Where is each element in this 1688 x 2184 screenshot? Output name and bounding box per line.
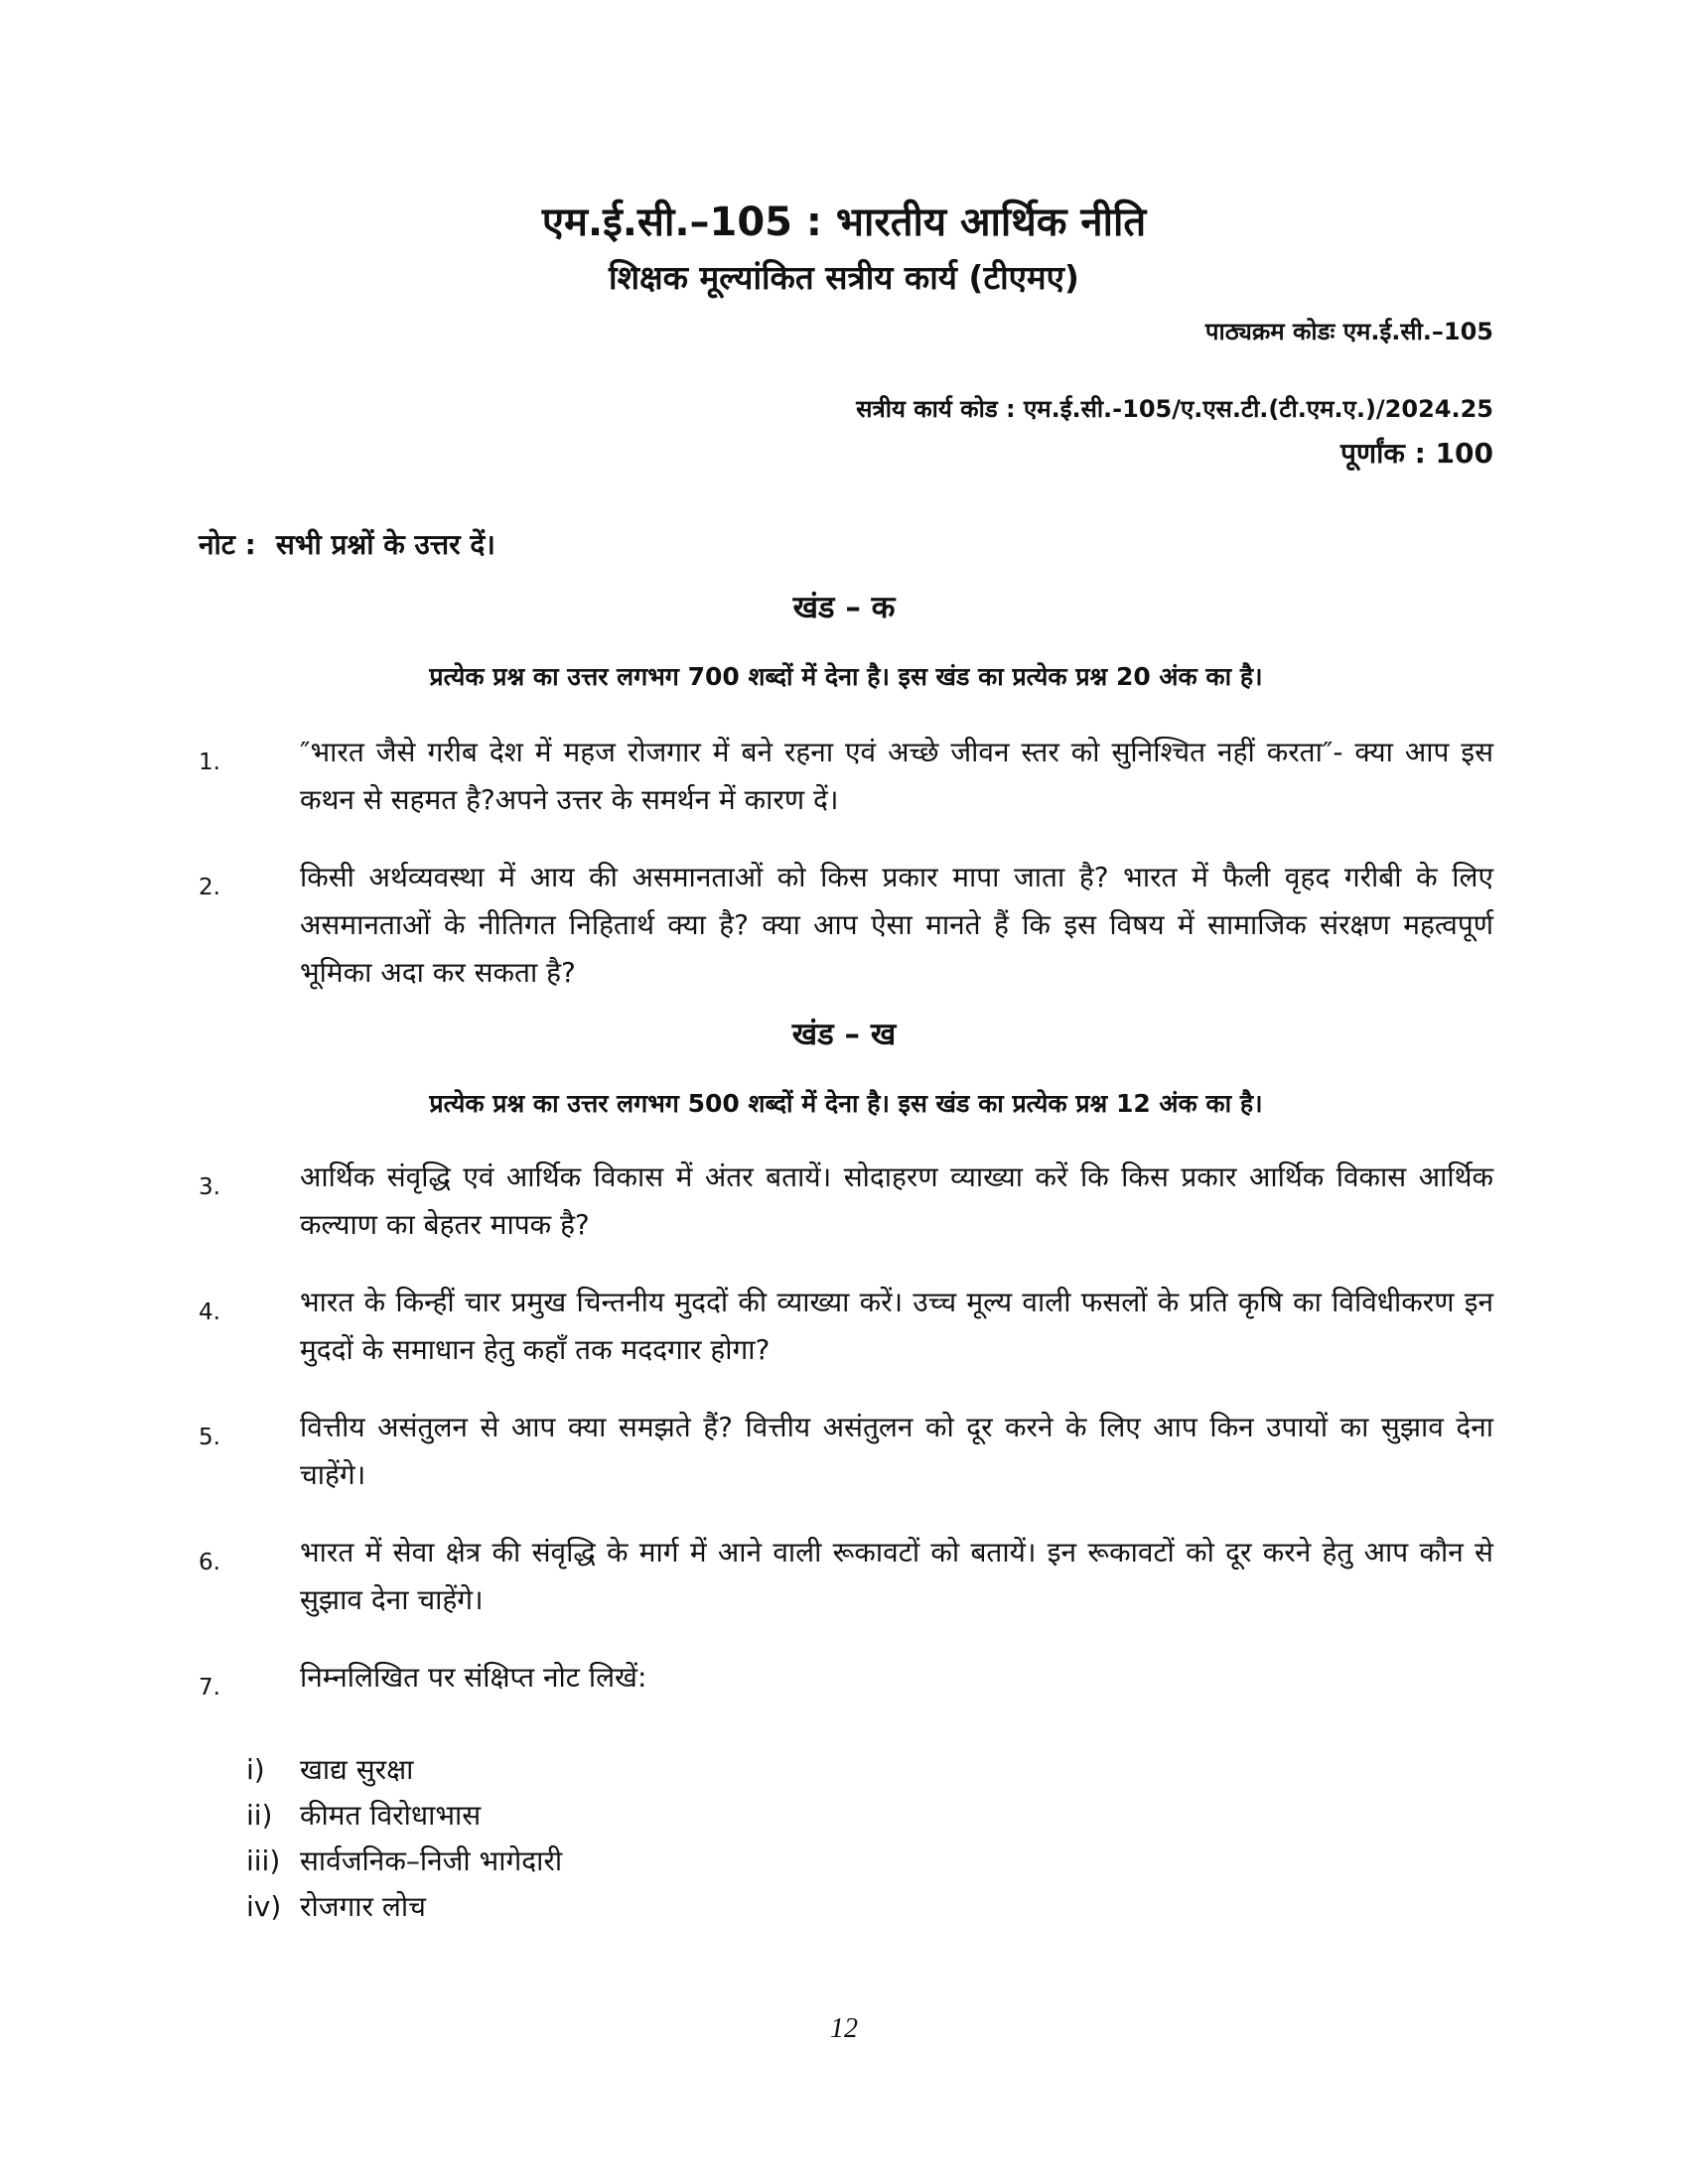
question-number: 1. bbox=[199, 750, 220, 775]
question-number: 3. bbox=[199, 1174, 220, 1200]
section-instruction-b: प्रत्येक प्रश्न का उत्तर लगभग 500 शब्दों में देना है। इस खंड का प्रत्येक प्रश्न 12 अंक का है। bbox=[429, 1089, 1263, 1118]
list-item-numeral: iii) bbox=[246, 1844, 281, 1877]
section-heading-a: खंड – क bbox=[792, 590, 896, 625]
question-number: 6. bbox=[199, 1550, 220, 1575]
short-notes-list bbox=[246, 1747, 1140, 1930]
section-instruction-a: प्रत्येक प्रश्न का उत्तर लगभग 700 शब्दों में देना है। इस खंड का प्रत्येक प्रश्न 20 अंक का है। bbox=[429, 662, 1263, 691]
question-text: किसी अर्थव्यवस्था में आय की असमानताओं को किस प्रकार मापा जाता है? भारत में फैली वृहद गरीबी के लिए असमानताओं के नीतिगत निहितार्थ क्या है? क्या आप ऐसा मानते हैं कि इस विषय में सामाजिक संरक्षण महत्वपूर्ण भूमिका अदा कर सकता है? bbox=[300, 861, 1493, 989]
question-text: ″भारत जैसे गरीब देश में महज रोजगार में बने रहना एवं अच्छे जीवन स्तर को सुनिश्चित नहीं करता″- क्या आप इस कथन से सहमत है?अपने उत्तर के समर्थन में कारण दें। bbox=[300, 736, 1493, 816]
list-item bbox=[246, 1747, 1140, 1793]
question-text: भारत के किन्हीं चार प्रमुख चिन्तनीय मुददों की व्याख्या करें। उच्च मूल्य वाली फसलों के प्रति कृषि का विविधीकरण इन मुददों के समाधान हेतु कहाँ तक मददगार होगा? bbox=[300, 1286, 1493, 1366]
page-number: 12 bbox=[830, 2013, 858, 2044]
question-text: भारत में सेवा क्षेत्र की संवृद्धि के मार्ग में आने वाली रूकावटों को बतायें। इन रूकावटों को दूर करने हेतु आप कौन से सुझाव देना चाहेंगे। bbox=[300, 1536, 1493, 1616]
document-subtitle: शिक्षक मूल्यांकित सत्रीय कार्य (टीएमए) bbox=[609, 258, 1079, 297]
question-text: आर्थिक संवृद्धि एवं आर्थिक विकास में अंतर बतायें। सोदाहरण व्याख्या करें कि किस प्रकार आर्थिक विकास आर्थिक कल्याण का बेहतर मापक है? bbox=[300, 1160, 1493, 1241]
list-item bbox=[246, 1884, 1140, 1930]
question-number: 4. bbox=[199, 1299, 220, 1325]
question-number: 2. bbox=[199, 875, 220, 900]
list-item-text: खाद्य सुरक्षा bbox=[300, 1753, 414, 1786]
list-item-text: रोजगार लोच bbox=[300, 1890, 426, 1923]
list-item bbox=[246, 1793, 1140, 1839]
max-marks: पूर्णांक : 100 bbox=[1339, 437, 1493, 470]
list-item-text: सार्वजनिक–निजी भागेदारी bbox=[300, 1844, 563, 1877]
note-line bbox=[199, 526, 495, 564]
question-text: वित्तीय असंतुलन से आप क्या समझते हैं? वित्तीय असंतुलन को दूर करने के लिए आप किन उपायों का सुझाव देना चाहेंगे। bbox=[300, 1411, 1493, 1491]
list-item bbox=[246, 1839, 1140, 1884]
course-code: पाठ्यक्रम कोडः एम.ई.सी.–105 bbox=[1204, 318, 1493, 345]
list-item-text: कीमत विरोधाभास bbox=[300, 1799, 482, 1832]
section-heading-b: खंड – ख bbox=[791, 1017, 897, 1052]
document-title: एम.ई.सी.–105 : भारतीय आर्थिक नीति bbox=[541, 200, 1147, 245]
list-item-numeral: i) bbox=[246, 1753, 265, 1786]
question-number: 5. bbox=[199, 1425, 220, 1450]
assignment-code: सत्रीय कार्य कोड : एम.ई.सी.-105/ए.एस.टी.(टी.एम.ए.)/2024.25 bbox=[856, 395, 1493, 423]
note-label: नोट : bbox=[199, 528, 256, 561]
question-number: 7. bbox=[199, 1675, 220, 1701]
list-item-numeral: ii) bbox=[246, 1799, 273, 1832]
question-text: निम्नलिखित पर संक्षिप्त नोट लिखें: bbox=[300, 1661, 647, 1694]
list-item-numeral: iv) bbox=[246, 1890, 282, 1923]
note-text: सभी प्रश्नों के उत्तर दें। bbox=[275, 528, 495, 561]
